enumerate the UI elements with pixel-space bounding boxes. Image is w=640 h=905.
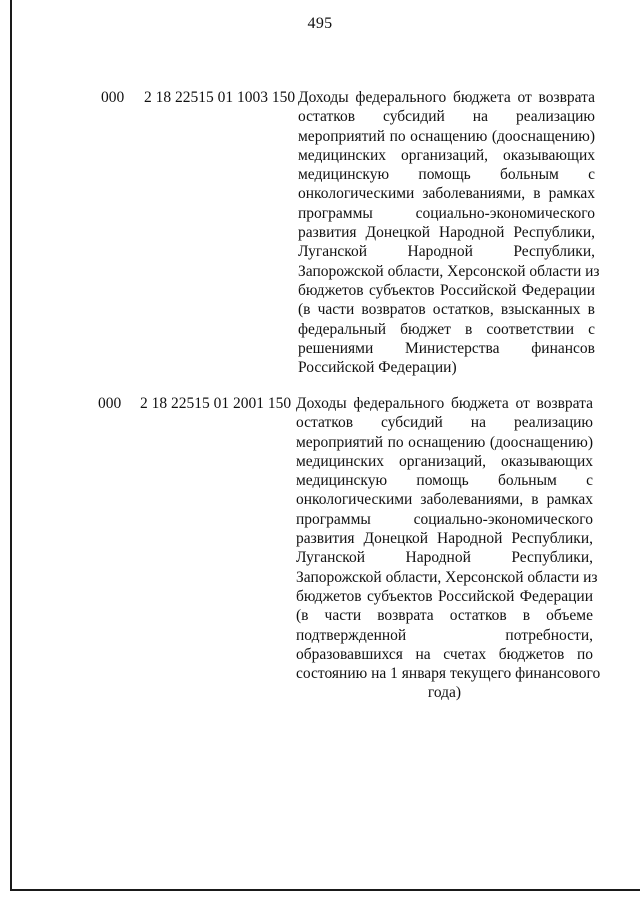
description-line: года) — [427, 684, 462, 702]
description-line: бюджетов субъектов Российской Федерации — [296, 587, 593, 605]
administrator-code: 000 — [98, 395, 122, 412]
description-line: образовавшихся на счетах бюджетов по — [296, 645, 593, 663]
description-line: онкологическими заболеваниями, в рамках — [298, 185, 595, 203]
description-line: программы социально-экономического — [298, 204, 595, 222]
description-line: состоянию на 1 января текущего финансового — [296, 665, 601, 683]
description-line: онкологическими заболеваниями, в рамках — [296, 491, 593, 509]
administrator-code: 000 — [101, 89, 125, 106]
scan-border-bottom — [10, 889, 640, 891]
description-line: (в части возвратов остатков, взысканных в — [298, 301, 595, 319]
description-line: Луганской Народной Республики, — [298, 243, 595, 261]
description-line: мероприятий по оснащению (дооснащению) — [296, 433, 593, 451]
description-line: медицинских организаций, оказывающих — [298, 146, 595, 164]
description-line: мероприятий по оснащению (дооснащению) — [298, 127, 595, 145]
description-line: Запорожской области, Херсонской области из — [296, 568, 598, 586]
description-line: развития Донецкой Народной Республики, — [298, 224, 595, 242]
description-line: подтвержденной потребности, — [296, 626, 593, 644]
scan-border-left — [10, 0, 12, 890]
description-line: медицинских организаций, оказывающих — [296, 452, 593, 470]
entry-description — [298, 88, 600, 377]
description-line: Доходы федерального бюджета от возврата — [296, 395, 593, 412]
description-line: Доходы федерального бюджета от возврата — [298, 89, 595, 106]
description-line: медицинскую помощь больным с — [298, 166, 595, 184]
description-line: Российской Федерации) — [298, 359, 457, 377]
description-line: бюджетов субъектов Российской Федерации — [298, 281, 595, 299]
description-line: остатков субсидий на реализацию — [298, 108, 595, 126]
description-line: Запорожской области, Херсонской области из — [298, 262, 600, 280]
entry-description — [296, 394, 601, 703]
description-line: развития Донецкой Народной Республики, — [296, 530, 593, 548]
description-line: остатков субсидий на реализацию — [296, 414, 593, 432]
description-line: решениями Министерства финансов — [298, 339, 595, 357]
description-line: медицинскую помощь больным с — [296, 472, 593, 490]
budget-classification-code: 2 18 22515 01 2001 150 — [140, 395, 292, 412]
description-line: федеральный бюджет в соответствии с — [298, 320, 595, 338]
description-line: (в части возврата остатков в объеме — [296, 607, 593, 625]
page-number: 495 — [307, 15, 333, 32]
description-line: Луганской Народной Республики, — [296, 549, 593, 567]
description-line: программы социально-экономического — [296, 510, 593, 528]
budget-classification-code: 2 18 22515 01 1003 150 — [144, 89, 296, 106]
